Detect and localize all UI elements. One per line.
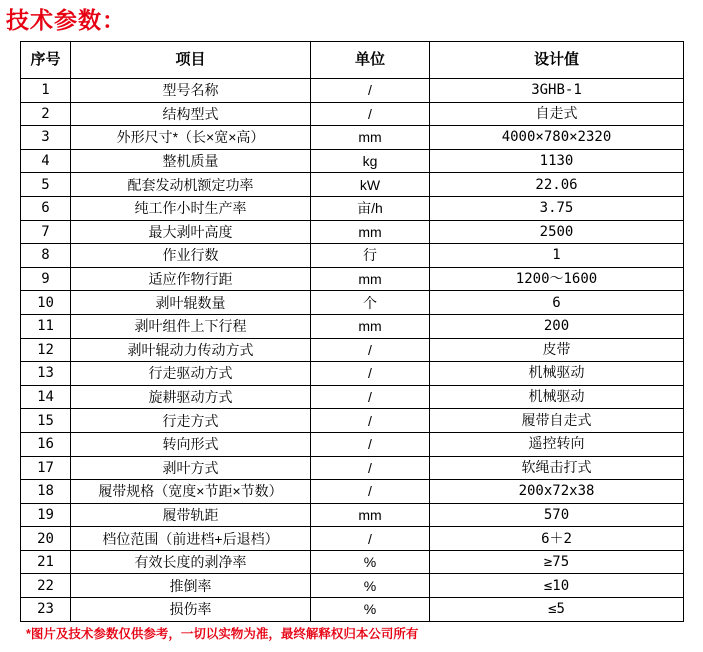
row-unit-cell: mm xyxy=(311,126,430,150)
row-value-cell: 570 xyxy=(430,503,684,527)
row-unit-cell: % xyxy=(311,550,430,574)
row-item-cell: 适应作物行距 xyxy=(71,267,311,291)
row-value-cell: 自走式 xyxy=(430,102,684,126)
row-index-cell: 14 xyxy=(21,385,71,409)
row-item-cell: 剥叶辊动力传动方式 xyxy=(71,338,311,362)
row-unit-cell: / xyxy=(311,338,430,362)
table-header-row xyxy=(21,42,684,79)
row-value-cell: 200x72x38 xyxy=(430,480,684,504)
row-value-cell: 皮带 xyxy=(430,338,684,362)
table-row xyxy=(21,126,684,150)
row-index-cell: 5 xyxy=(21,173,71,197)
row-unit-cell: / xyxy=(311,432,430,456)
row-item-cell: 外形尺寸*（长×宽×高） xyxy=(71,126,311,150)
row-item-cell: 有效长度的剥净率 xyxy=(71,550,311,574)
table-row xyxy=(21,456,684,480)
table-row xyxy=(21,527,684,551)
row-index-cell: 19 xyxy=(21,503,71,527)
header-value: 设计值 xyxy=(430,42,684,79)
row-unit-cell: / xyxy=(311,362,430,386)
table-row xyxy=(21,409,684,433)
row-item-cell: 剥叶组件上下行程 xyxy=(71,314,311,338)
row-item-cell: 档位范围（前进档+后退档） xyxy=(71,527,311,551)
row-index-cell: 8 xyxy=(21,244,71,268)
row-value-cell: 1200～1600 xyxy=(430,267,684,291)
row-unit-cell: mm xyxy=(311,267,430,291)
table-row xyxy=(21,314,684,338)
row-item-cell: 损伤率 xyxy=(71,598,311,622)
row-item-cell: 履带规格（宽度×节距×节数） xyxy=(71,480,311,504)
row-item-cell: 作业行数 xyxy=(71,244,311,268)
row-item-cell: 推倒率 xyxy=(71,574,311,598)
row-index-cell: 22 xyxy=(21,574,71,598)
table-row xyxy=(21,385,684,409)
row-item-cell: 转向形式 xyxy=(71,432,311,456)
row-index-cell: 4 xyxy=(21,149,71,173)
table-row xyxy=(21,196,684,220)
table-row xyxy=(21,574,684,598)
row-unit-cell: mm xyxy=(311,220,430,244)
row-value-cell: 4000×780×2320 xyxy=(430,126,684,150)
row-value-cell: 22.06 xyxy=(430,173,684,197)
row-index-cell: 2 xyxy=(21,102,71,126)
table-row xyxy=(21,503,684,527)
row-value-cell: 机械驱动 xyxy=(430,385,684,409)
table-row xyxy=(21,173,684,197)
row-value-cell: 6＋2 xyxy=(430,527,684,551)
row-unit-cell: / xyxy=(311,102,430,126)
row-value-cell: ≤5 xyxy=(430,598,684,622)
row-value-cell: 机械驱动 xyxy=(430,362,684,386)
table-row xyxy=(21,291,684,315)
table-row xyxy=(21,79,684,103)
row-index-cell: 13 xyxy=(21,362,71,386)
header-unit: 单位 xyxy=(311,42,430,79)
row-unit-cell: / xyxy=(311,456,430,480)
row-item-cell: 整机质量 xyxy=(71,149,311,173)
row-unit-cell: 行 xyxy=(311,244,430,268)
row-unit-cell: 亩/h xyxy=(311,196,430,220)
row-value-cell: 3GHB-1 xyxy=(430,79,684,103)
row-index-cell: 23 xyxy=(21,598,71,622)
row-unit-cell: / xyxy=(311,79,430,103)
row-index-cell: 3 xyxy=(21,126,71,150)
row-item-cell: 行走驱动方式 xyxy=(71,362,311,386)
row-item-cell: 行走方式 xyxy=(71,409,311,433)
row-unit-cell: / xyxy=(311,527,430,551)
row-item-cell: 履带轨距 xyxy=(71,503,311,527)
table-row xyxy=(21,338,684,362)
row-value-cell: 1130 xyxy=(430,149,684,173)
row-value-cell: 履带自走式 xyxy=(430,409,684,433)
row-unit-cell: kg xyxy=(311,149,430,173)
row-item-cell: 旋耕驱动方式 xyxy=(71,385,311,409)
table-row xyxy=(21,267,684,291)
row-value-cell: 遥控转向 xyxy=(430,432,684,456)
row-index-cell: 9 xyxy=(21,267,71,291)
row-index-cell: 10 xyxy=(21,291,71,315)
table-row xyxy=(21,102,684,126)
row-item-cell: 剥叶方式 xyxy=(71,456,311,480)
row-item-cell: 结构型式 xyxy=(71,102,311,126)
row-item-cell: 型号名称 xyxy=(71,79,311,103)
row-value-cell: 1 xyxy=(430,244,684,268)
table-row xyxy=(21,149,684,173)
disclaimer-note: *图片及技术参数仅供参考，一切以实物为准，最终解释权归本公司所有 xyxy=(26,627,419,641)
row-unit-cell: / xyxy=(311,480,430,504)
row-value-cell: 软绳击打式 xyxy=(430,456,684,480)
row-index-cell: 7 xyxy=(21,220,71,244)
spec-table-body xyxy=(21,79,684,622)
table-row xyxy=(21,244,684,268)
row-unit-cell: % xyxy=(311,574,430,598)
header-item: 项目 xyxy=(71,42,311,79)
row-index-cell: 15 xyxy=(21,409,71,433)
row-item-cell: 配套发动机额定功率 xyxy=(71,173,311,197)
row-unit-cell: mm xyxy=(311,503,430,527)
row-value-cell: 200 xyxy=(430,314,684,338)
row-unit-cell: mm xyxy=(311,314,430,338)
row-index-cell: 1 xyxy=(21,79,71,103)
row-unit-cell: / xyxy=(311,385,430,409)
row-value-cell: ≥75 xyxy=(430,550,684,574)
table-row xyxy=(21,362,684,386)
row-value-cell: 2500 xyxy=(430,220,684,244)
row-unit-cell: kW xyxy=(311,173,430,197)
row-value-cell: ≤10 xyxy=(430,574,684,598)
row-index-cell: 20 xyxy=(21,527,71,551)
table-row xyxy=(21,220,684,244)
row-item-cell: 最大剥叶高度 xyxy=(71,220,311,244)
row-index-cell: 12 xyxy=(21,338,71,362)
row-item-cell: 剥叶辊数量 xyxy=(71,291,311,315)
row-unit-cell: 个 xyxy=(311,291,430,315)
row-unit-cell: % xyxy=(311,598,430,622)
page-title: 技术参数： xyxy=(6,7,126,33)
table-row xyxy=(21,432,684,456)
table-row xyxy=(21,598,684,622)
row-unit-cell: / xyxy=(311,409,430,433)
table-row xyxy=(21,550,684,574)
row-index-cell: 6 xyxy=(21,196,71,220)
spec-table xyxy=(20,41,684,622)
table-row xyxy=(21,480,684,504)
row-index-cell: 16 xyxy=(21,432,71,456)
row-value-cell: 6 xyxy=(430,291,684,315)
row-index-cell: 18 xyxy=(21,480,71,504)
row-index-cell: 17 xyxy=(21,456,71,480)
row-item-cell: 纯工作小时生产率 xyxy=(71,196,311,220)
header-index: 序号 xyxy=(21,42,71,79)
row-index-cell: 21 xyxy=(21,550,71,574)
row-value-cell: 3.75 xyxy=(430,196,684,220)
row-index-cell: 11 xyxy=(21,314,71,338)
